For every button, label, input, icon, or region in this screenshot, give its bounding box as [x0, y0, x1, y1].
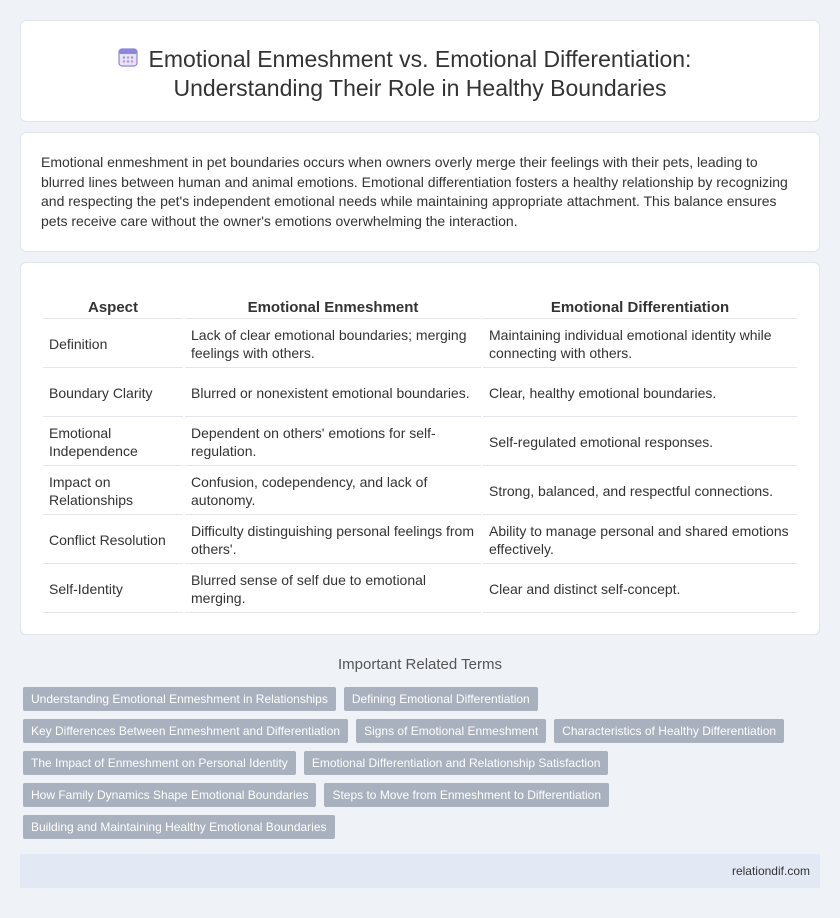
header-card [20, 20, 820, 122]
table-row [43, 370, 797, 417]
aspect-cell: Impact on Relationships [43, 468, 183, 515]
title-line-1: Emotional Enmeshment vs. Emotional Differentiation: [148, 46, 692, 72]
related-term-link[interactable]: How Family Dynamics Shape Emotional Boundaries [23, 783, 316, 807]
differentiation-cell: Self-regulated emotional responses. [483, 419, 797, 466]
header-aspect: Aspect [43, 299, 183, 319]
differentiation-cell: Strong, balanced, and respectful connections. [483, 468, 797, 515]
tag-row [23, 815, 803, 839]
related-term-link[interactable]: Emotional Differentiation and Relationship Satisfaction [304, 751, 609, 775]
header-differentiation: Emotional Differentiation [483, 299, 797, 319]
table-row [43, 468, 797, 515]
differentiation-cell: Clear, healthy emotional boundaries. [483, 370, 797, 417]
related-terms-list [23, 687, 803, 847]
enmeshment-cell: Difficulty distinguishing personal feelings from others'. [185, 517, 481, 564]
table-row [43, 321, 797, 368]
aspect-cell: Emotional Independence [43, 419, 183, 466]
table-row [43, 566, 797, 613]
site-name[interactable]: relationdif.com [731, 864, 810, 878]
related-term-link[interactable]: Defining Emotional Differentiation [344, 687, 538, 711]
related-term-link[interactable]: Signs of Emotional Enmeshment [356, 719, 546, 743]
comparison-card [20, 262, 820, 635]
table-header-row [43, 299, 797, 319]
header-enmeshment: Emotional Enmeshment [185, 299, 481, 319]
tag-row [23, 719, 803, 743]
intro-card [20, 132, 820, 252]
enmeshment-cell: Blurred or nonexistent emotional boundaries. [185, 370, 481, 417]
enmeshment-cell: Confusion, codependency, and lack of autonomy. [185, 468, 481, 515]
footer [20, 854, 820, 888]
related-term-link[interactable]: Key Differences Between Enmeshment and Differentiation [23, 719, 348, 743]
tag-row [23, 751, 803, 775]
comparison-table [41, 297, 799, 615]
related-term-link[interactable]: Characteristics of Healthy Differentiation [554, 719, 784, 743]
enmeshment-cell: Dependent on others' emotions for self-regulation. [185, 419, 481, 466]
enmeshment-cell: Lack of clear emotional boundaries; merging feelings with others. [185, 321, 481, 368]
related-term-link[interactable]: Understanding Emotional Enmeshment in Relationships [23, 687, 336, 711]
title-line-2: Understanding Their Role in Healthy Boundaries [173, 75, 667, 101]
related-term-link[interactable]: Building and Maintaining Healthy Emotional Boundaries [23, 815, 335, 839]
aspect-cell: Conflict Resolution [43, 517, 183, 564]
related-term-link[interactable]: Steps to Move from Enmeshment to Differentiation [324, 783, 609, 807]
related-term-link[interactable]: The Impact of Enmeshment on Personal Identity [23, 751, 296, 775]
differentiation-cell: Ability to manage personal and shared emotions effectively. [483, 517, 797, 564]
differentiation-cell: Maintaining individual emotional identity while connecting with others. [483, 321, 797, 368]
aspect-cell: Boundary Clarity [43, 370, 183, 417]
differentiation-cell: Clear and distinct self-concept. [483, 566, 797, 613]
aspect-cell: Definition [43, 321, 183, 368]
tag-row [23, 783, 803, 807]
intro-text: Emotional enmeshment in pet boundaries occurs when owners overly merge their feelings with their pets, leading to blurred lines between human and animal emotions. Emotional differentiation fosters a healthy relationship by recognizing and respecting the pet's independent emotional needs while maintaining appropriate attachment. This balance ensures pets receive care without the owner's emotions overwhelming the interaction. [41, 154, 788, 229]
aspect-cell: Self-Identity [43, 566, 183, 613]
enmeshment-cell: Blurred sense of self due to emotional merging. [185, 566, 481, 613]
tag-row [23, 687, 803, 711]
page-title [21, 45, 819, 103]
table-row [43, 419, 797, 466]
table-row [43, 517, 797, 564]
related-terms-title: Important Related Terms [338, 656, 502, 673]
